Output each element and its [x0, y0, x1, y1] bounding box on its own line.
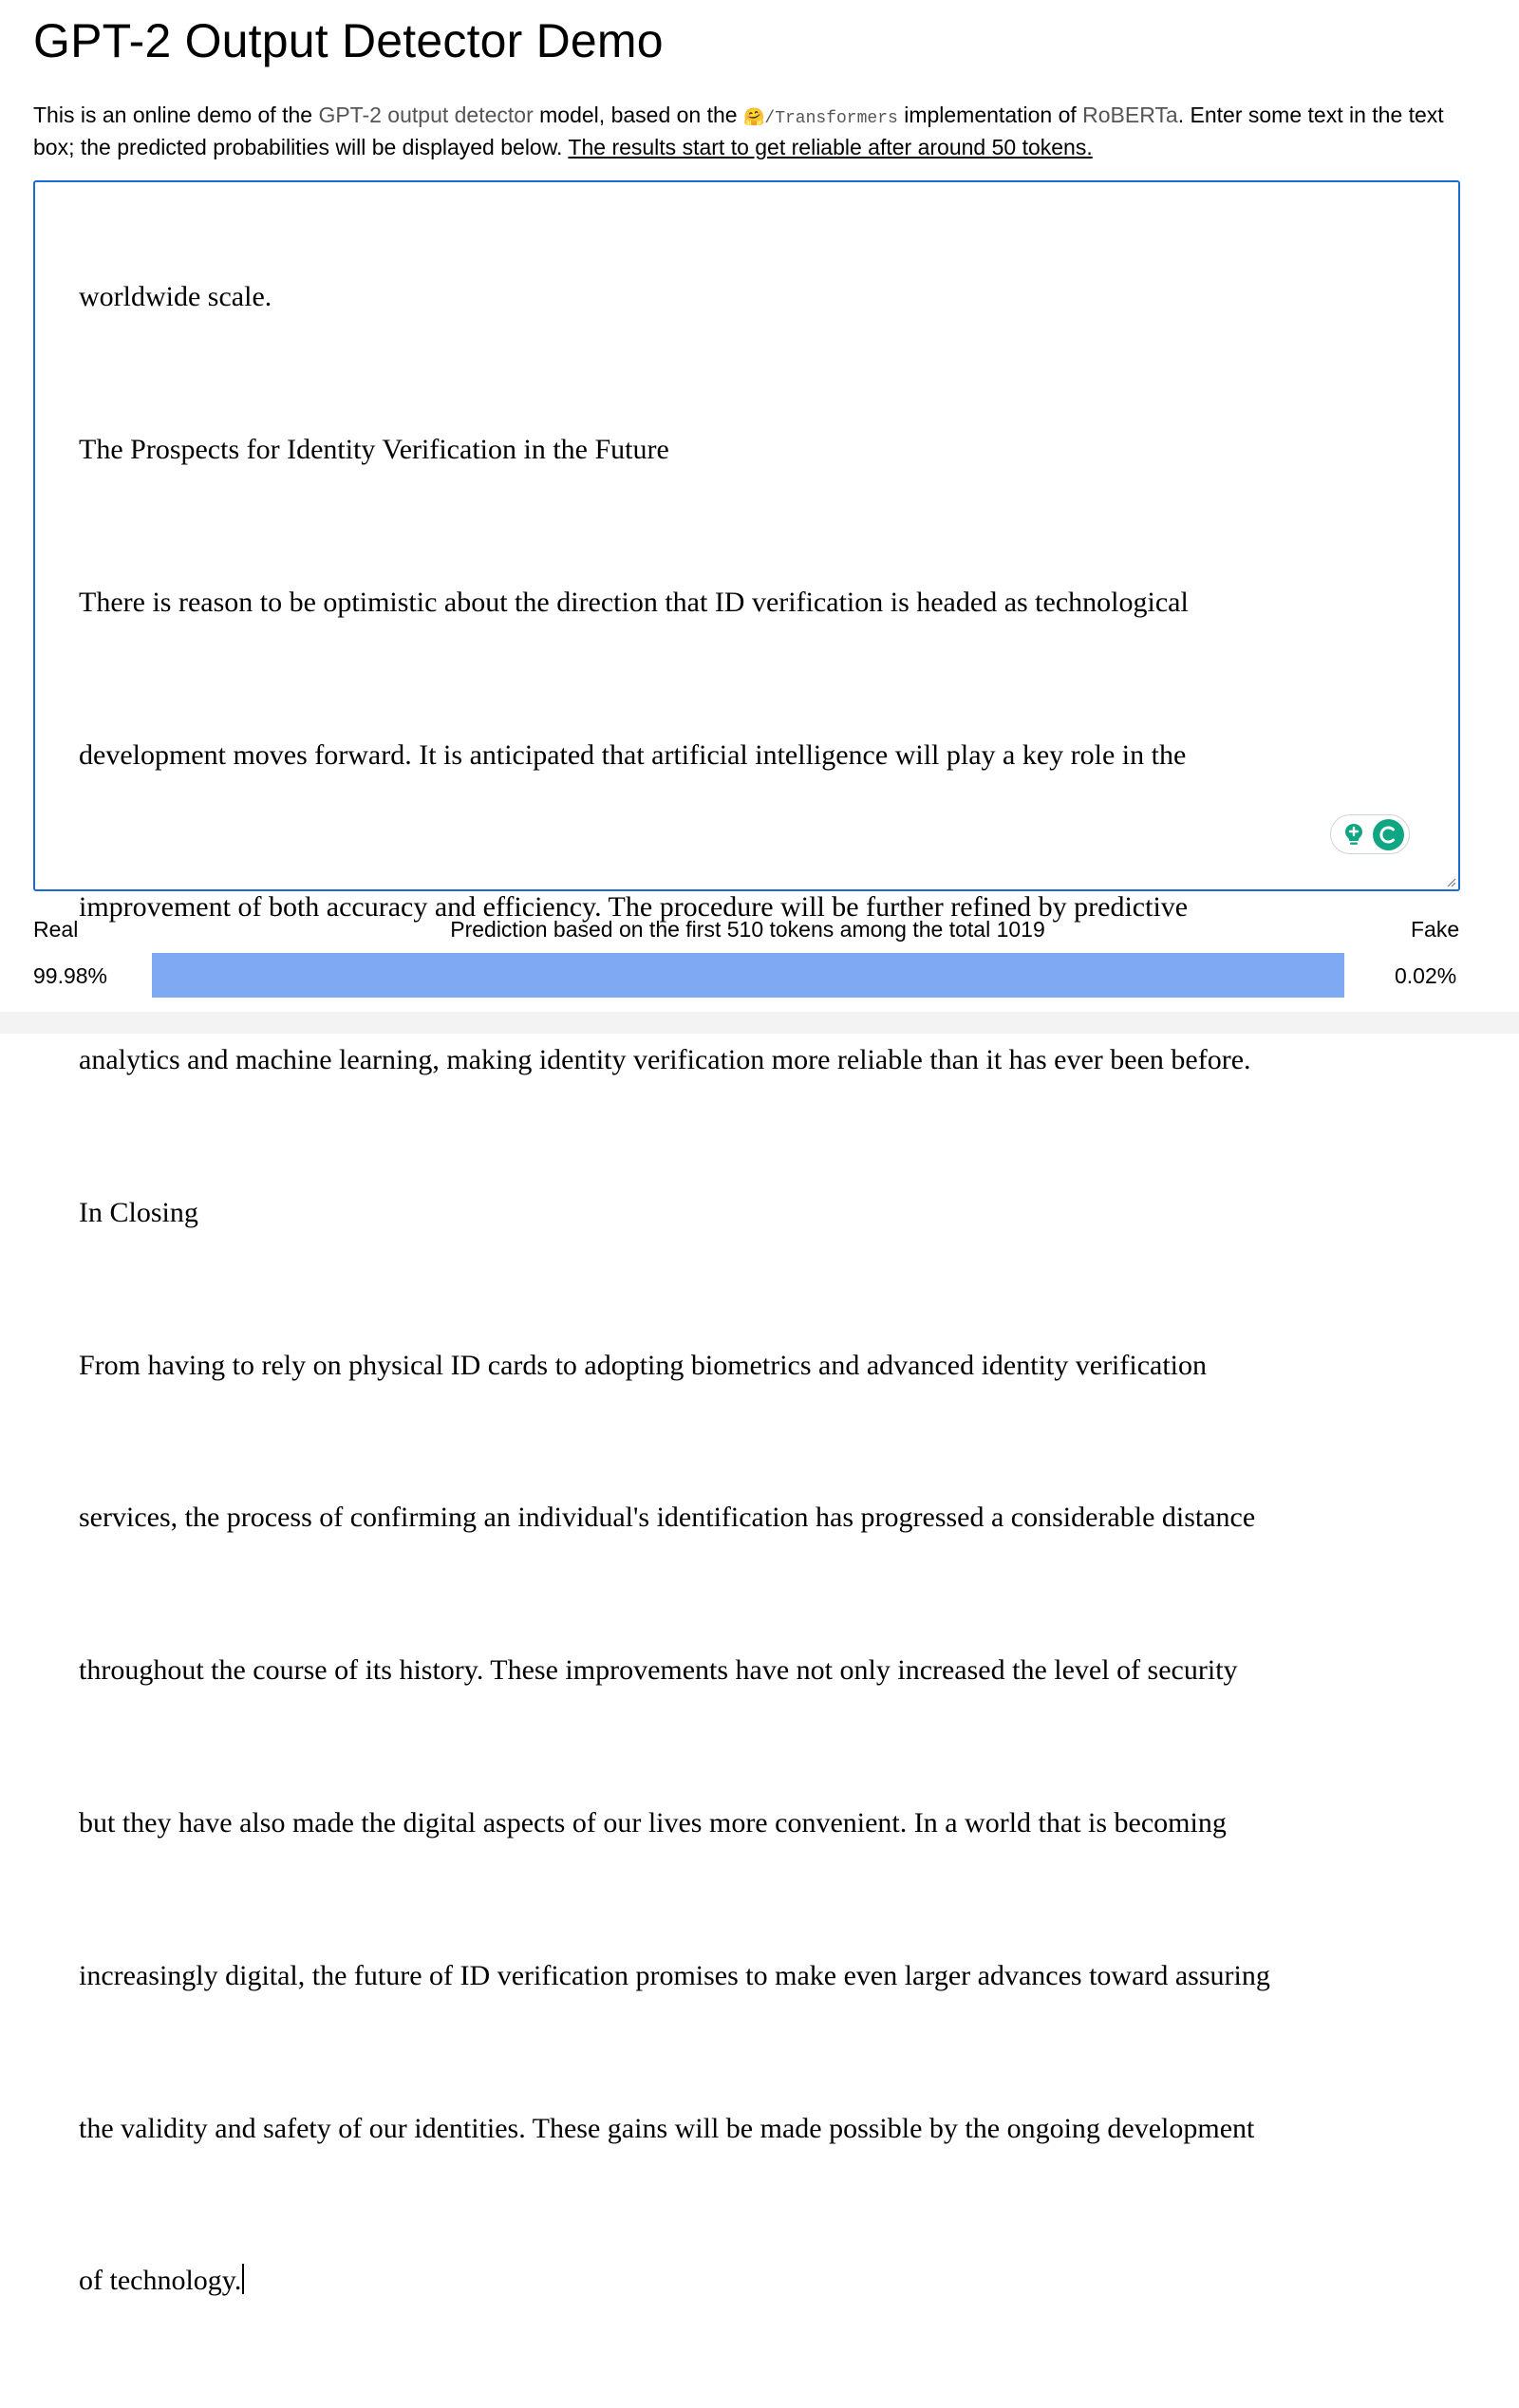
- editor-line: From having to rely on physical ID cards to adopting biometrics and advanced identity verification: [79, 1349, 1208, 1381]
- reliability-note: The results start to get reliable after around 50 tokens.: [568, 135, 1093, 159]
- editor-line: services, the process of confirming an individual's identification has progressed a considerable distance: [79, 1502, 1256, 1534]
- text-caret: [242, 2264, 244, 2294]
- editor-line: but they have also made the digital aspects of our lives more convenient. In a world that is becoming: [79, 1807, 1227, 1839]
- editor-line: development moves forward. It is anticipated that artificial intelligence will play a key role in the: [79, 738, 1187, 771]
- real-label: Real: [33, 917, 79, 942]
- editor-last-line: [79, 2255, 1427, 2306]
- editor-line: worldwide scale.: [79, 281, 272, 313]
- writing-assistant-widget[interactable]: [1330, 814, 1410, 854]
- description-text-1: This is an online demo of the: [33, 103, 319, 127]
- editor-line: of technology.: [79, 2265, 242, 2297]
- editor-line: The Prospects for Identity Verification in the Future: [79, 433, 669, 465]
- transformers-code: /Transformers: [764, 109, 898, 128]
- lightbulb-icon[interactable]: [1341, 821, 1367, 848]
- prediction-info: Prediction based on the first 510 tokens among the total 1019: [450, 917, 1045, 942]
- gpt2-detector-link[interactable]: GPT-2 output detector: [318, 103, 534, 127]
- roberta-link[interactable]: RoBERTa: [1082, 103, 1178, 127]
- real-percentage: 99.98%: [33, 963, 108, 988]
- editor-line: In Closing: [79, 1196, 198, 1228]
- editor-line: increasingly digital, the future of ID verification promises to make even larger advances toward assuring: [79, 1959, 1270, 1991]
- description-text-4: . Enter some text in the text box; the predicted probabilities will be displayed below.: [33, 103, 1444, 159]
- editor-line: the validity and safety of our identities. These gains will be made possible by the ongoing development: [79, 2112, 1255, 2144]
- editor-line: improvement of both accuracy and efficiency. The procedure will be further refined by predictive: [79, 891, 1189, 924]
- editor-line: analytics and machine learning, making identity verification more reliable than it has ever been before.: [79, 1044, 1251, 1076]
- description: [33, 101, 1457, 161]
- description-text-2: model, based on the: [533, 103, 743, 127]
- page-title: GPT-2 Output Detector Demo: [33, 14, 664, 67]
- fake-label: Fake: [1411, 917, 1460, 942]
- hugging-face-icon: 🤗: [742, 107, 765, 126]
- grammar-assistant-icon[interactable]: [1373, 819, 1404, 850]
- resize-handle-icon[interactable]: [1445, 876, 1456, 887]
- editor-line: throughout the course of its history. These improvements have not only increased the level of security: [79, 1654, 1238, 1687]
- editor-content[interactable]: [79, 170, 1427, 2408]
- description-text-3: implementation of: [897, 103, 1083, 127]
- editor-line: There is reason to be optimistic about the direction that ID verification is headed as technological: [79, 586, 1189, 618]
- fake-percentage: 0.02%: [1395, 963, 1457, 988]
- real-probability-fill: [152, 953, 1344, 998]
- probability-bar: [152, 953, 1344, 998]
- bottom-strip: [0, 1012, 1519, 1034]
